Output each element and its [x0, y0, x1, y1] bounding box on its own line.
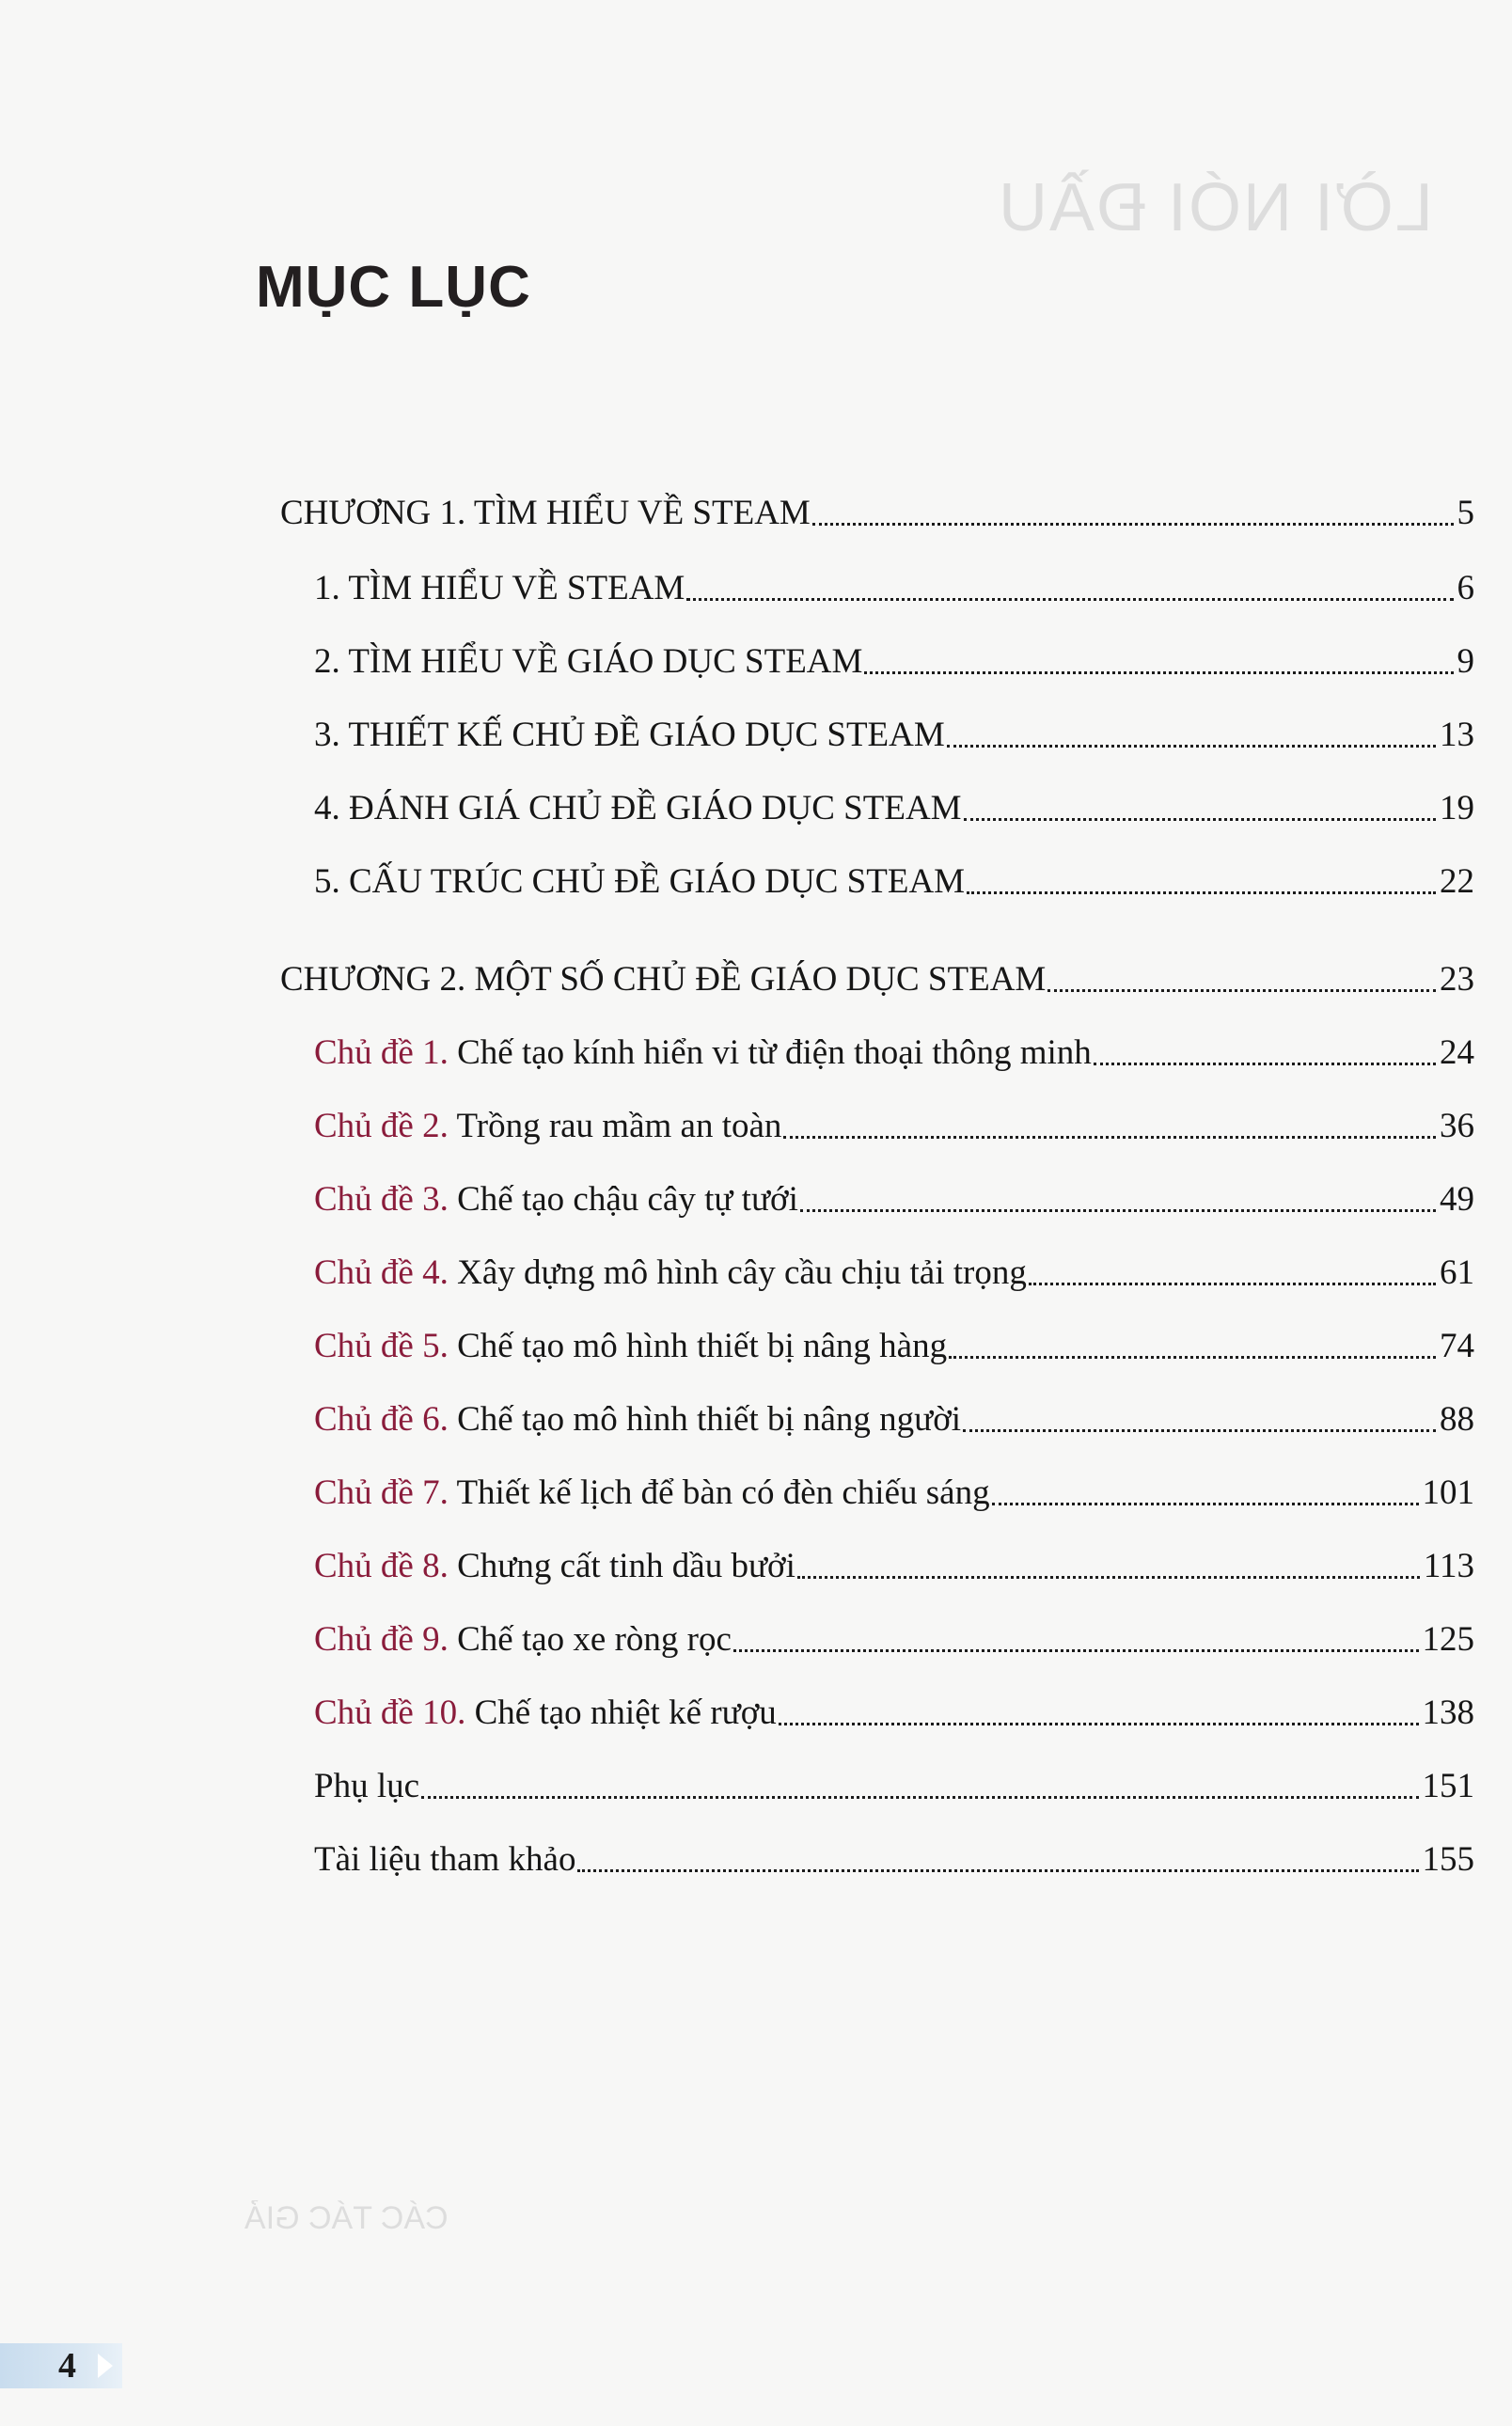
toc-entry-label: 2. TÌM HIỂU VỀ GIÁO DỤC STEAM [314, 642, 863, 681]
toc-entry [314, 1324, 1474, 1369]
toc-entry [314, 1691, 1474, 1736]
topic-title: Trồng rau mầm an toàn [448, 1107, 782, 1145]
show-through-text: LỜI NÓI ĐẦU [997, 170, 1433, 245]
toc-entry [314, 1031, 1474, 1076]
topic-number: Chủ đề 8. [314, 1547, 449, 1585]
topic-title: Chế tạo kính hiển vi từ điện thoại thông minh [448, 1033, 1092, 1072]
toc-entry [314, 713, 1474, 758]
dot-leader [949, 1356, 1436, 1359]
topic-title: Thiết kế lịch để bàn có đèn chiếu sáng [448, 1473, 990, 1512]
toc-entry-page: 23 [1440, 960, 1474, 999]
toc-entry [314, 859, 1474, 905]
toc-entry-label [314, 1104, 783, 1149]
toc-entry-page: 74 [1440, 1327, 1474, 1365]
toc-entry-label: 1. TÌM HIỂU VỀ STEAM [314, 569, 685, 607]
topic-number: Chủ đề 1. [314, 1033, 449, 1072]
toc-entry-label: 3. THIẾT KẾ CHỦ ĐỀ GIÁO DỤC STEAM [314, 716, 945, 754]
toc-entry-label: 4. ĐÁNH GIÁ CHỦ ĐỀ GIÁO DỤC STEAM [314, 789, 962, 827]
dot-leader [577, 1869, 1418, 1872]
dot-leader [733, 1649, 1419, 1652]
topic-title: Chế tạo mô hình thiết bị nâng hàng [448, 1327, 948, 1365]
topic-number: Chủ đề 10. [314, 1693, 466, 1732]
topic-number: Chủ đề 5. [314, 1327, 449, 1365]
toc-entry-page: 113 [1423, 1547, 1474, 1585]
show-through-text: CÁC TÁC GIẢ [244, 2200, 449, 2236]
toc-entry-label [314, 1397, 963, 1442]
toc-entry [314, 1617, 1474, 1662]
toc-entry-label: 5. CẤU TRÚC CHỦ ĐỀ GIÁO DỤC STEAM [314, 862, 966, 901]
topic-number: Chủ đề 3. [314, 1180, 449, 1219]
toc-entry-page: 6 [1457, 569, 1474, 607]
dot-leader [797, 1576, 1420, 1579]
topic-title: Chế tạo xe ròng rọc [448, 1620, 732, 1659]
arrow-right-icon [98, 2354, 113, 2378]
page-number: 4 [58, 2346, 76, 2386]
toc-entry-page: 155 [1422, 1840, 1474, 1879]
dot-leader [686, 598, 1453, 601]
toc-entry-page: 138 [1422, 1693, 1474, 1732]
toc-entry-page: 88 [1440, 1400, 1474, 1439]
toc-entry-page: 61 [1440, 1253, 1474, 1292]
toc-entry [314, 1177, 1474, 1222]
toc-entry-page: 5 [1457, 494, 1474, 532]
toc-entry-page: 101 [1422, 1473, 1474, 1512]
topic-number: Chủ đề 2. [314, 1107, 449, 1145]
toc-entry-label [314, 1324, 949, 1369]
toc-entry [280, 491, 1474, 536]
toc-entry-label: Phụ lục [314, 1767, 420, 1805]
page-title: MỤC LỤC [256, 255, 531, 320]
toc-entry-label [314, 1177, 800, 1222]
toc-entry [314, 1471, 1474, 1516]
dot-leader [421, 1796, 1418, 1799]
topic-number: Chủ đề 9. [314, 1620, 449, 1659]
dot-leader [992, 1503, 1419, 1505]
toc-entry-page: 151 [1422, 1767, 1474, 1805]
toc-entry-page: 19 [1440, 789, 1474, 827]
dot-leader [964, 818, 1436, 821]
topic-title: Chế tạo chậu cây tự tưới [448, 1180, 798, 1219]
dot-leader [783, 1136, 1436, 1139]
toc-entry-label [314, 1471, 992, 1516]
toc-entry-page: 22 [1440, 862, 1474, 901]
dot-leader [963, 1429, 1436, 1432]
toc-entry [314, 1764, 1474, 1809]
dot-leader [1094, 1063, 1436, 1065]
topic-title: Chế tạo mô hình thiết bị nâng người [448, 1400, 962, 1439]
toc-entry [314, 1397, 1474, 1442]
toc-entry [280, 957, 1474, 1002]
toc-entry-label: CHƯƠNG 2. MỘT SỐ CHỦ ĐỀ GIÁO DỤC STEAM [280, 960, 1047, 999]
toc-entry-page: 24 [1440, 1033, 1474, 1072]
toc-entry [314, 1837, 1474, 1883]
toc-entry-page: 13 [1440, 716, 1474, 754]
toc-entry-label: CHƯƠNG 1. TÌM HIỂU VỀ STEAM [280, 494, 811, 532]
toc-entry-page: 36 [1440, 1107, 1474, 1145]
toc-entry [314, 1104, 1474, 1149]
toc-entry [314, 1251, 1474, 1296]
toc-entry-label [314, 1617, 733, 1662]
dot-leader [812, 523, 1454, 526]
dot-leader [800, 1209, 1436, 1212]
dot-leader [864, 671, 1453, 674]
toc-entry-label [314, 1691, 779, 1736]
toc-entry-label [314, 1031, 1094, 1076]
toc-entry-page: 49 [1440, 1180, 1474, 1219]
toc-entry-label [314, 1251, 1029, 1296]
topic-number: Chủ đề 6. [314, 1400, 449, 1439]
topic-title: Chưng cất tinh dầu bưởi [448, 1547, 795, 1585]
topic-number: Chủ đề 7. [314, 1473, 449, 1512]
toc-entry [314, 639, 1474, 685]
topic-title: Chế tạo nhiệt kế rượu [465, 1693, 777, 1732]
toc-entry-label [314, 1544, 797, 1589]
toc-entry-page: 9 [1457, 642, 1474, 681]
dot-leader [1029, 1283, 1436, 1285]
toc-entry [314, 566, 1474, 611]
topic-number: Chủ đề 4. [314, 1253, 449, 1292]
toc-entry-page: 125 [1422, 1620, 1474, 1659]
topic-title: Xây dựng mô hình cây cầu chịu tải trọng [448, 1253, 1027, 1292]
dot-leader [1047, 989, 1436, 992]
toc-entry [314, 786, 1474, 831]
dot-leader [947, 745, 1436, 748]
dot-leader [779, 1723, 1419, 1725]
toc-entry [314, 1544, 1474, 1589]
toc-entry-label: Tài liệu tham khảo [314, 1840, 576, 1879]
dot-leader [967, 891, 1436, 894]
